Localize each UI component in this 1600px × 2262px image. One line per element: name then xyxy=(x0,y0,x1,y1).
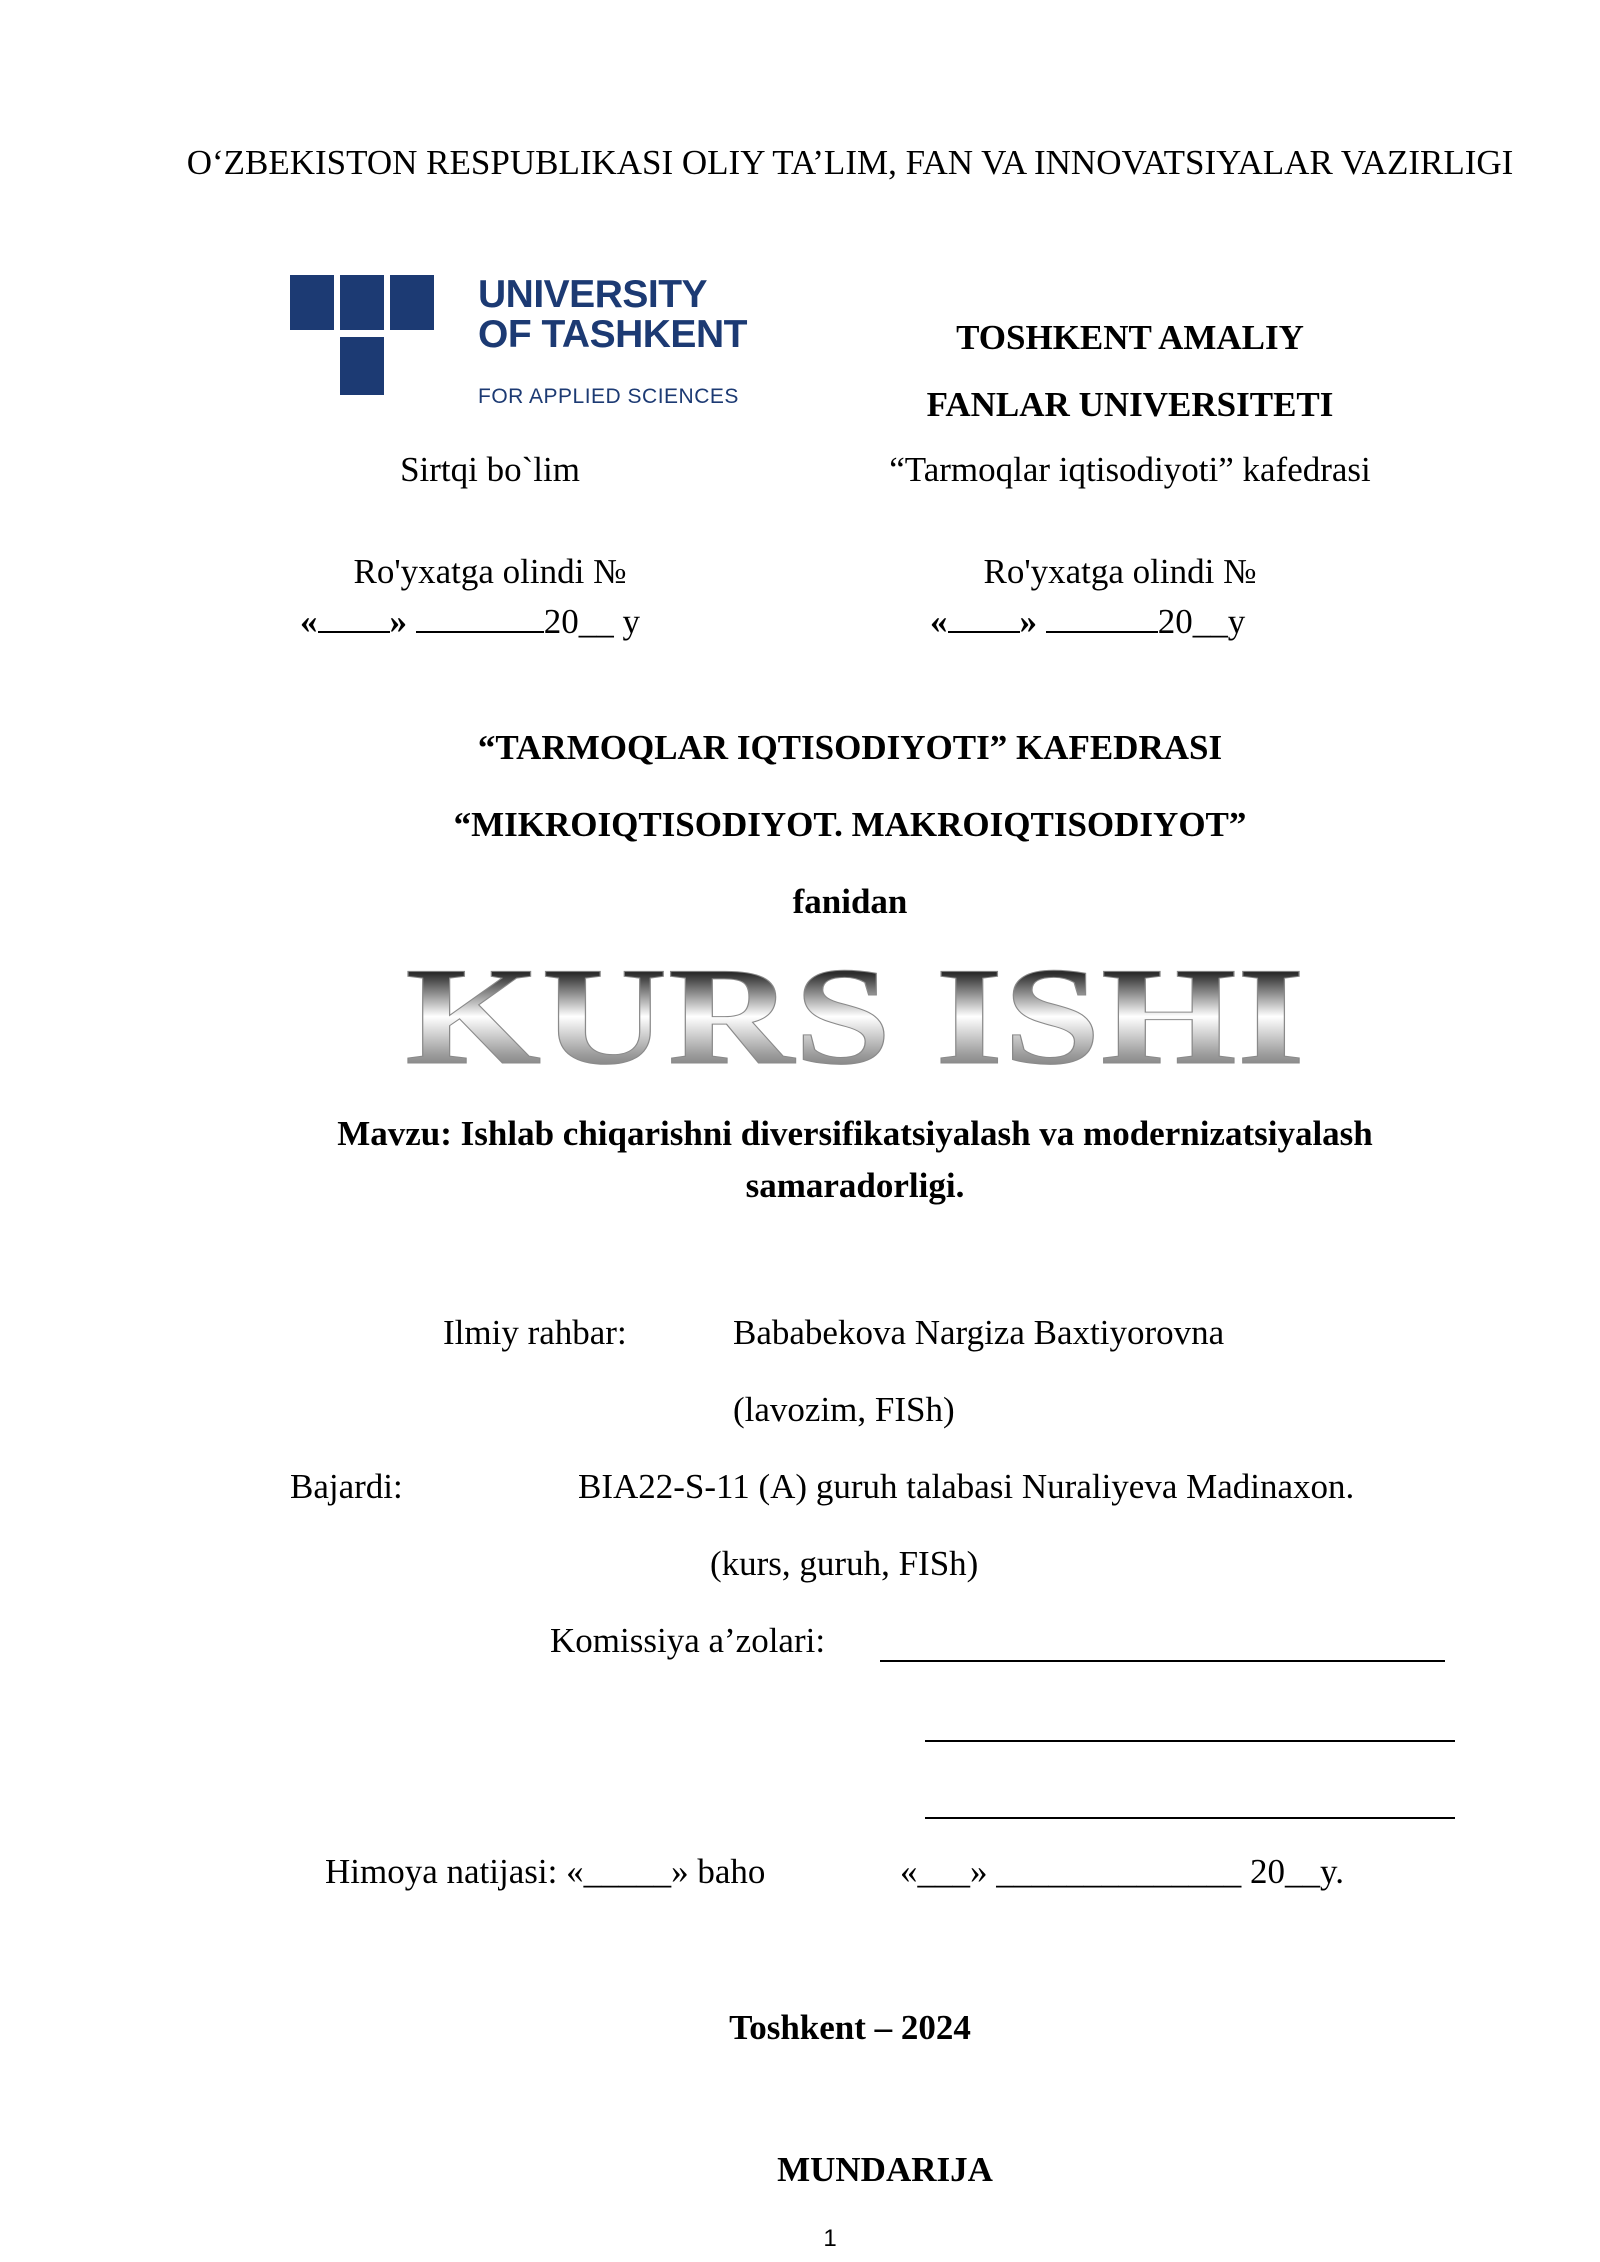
page-number: 1 xyxy=(823,2225,837,2252)
month-blank xyxy=(1046,605,1158,633)
commission-line-1 xyxy=(880,1660,1445,1662)
kafedra-title: “TARMOQLAR IQTISODIYOTI” KAFEDRASI xyxy=(477,728,1223,767)
department-left: Sirtqi bo`lim xyxy=(400,450,580,489)
quote-open: « xyxy=(930,602,948,641)
university-name-line-1: TOSHKENT AMALIY xyxy=(956,318,1304,357)
supervisor-label: Ilmiy rahbar: xyxy=(443,1313,627,1352)
date-blank xyxy=(318,605,390,633)
commission-line-2 xyxy=(925,1740,1455,1742)
logo-square xyxy=(390,275,434,330)
subject-title: “MIKROIQTISODIYOT. MAKROIQTISODIYOT” xyxy=(453,805,1247,844)
quote-close: » xyxy=(389,602,407,641)
registration-label-right: Ro'yxatga olindi № xyxy=(983,552,1257,591)
registration-date-left xyxy=(300,602,700,642)
kurs-ishi-wordart xyxy=(400,948,1310,1073)
supervisor-name: Bababekova Nargiza Baxtiyorovna xyxy=(733,1313,1225,1352)
university-logo xyxy=(290,273,747,410)
department-right: “Tarmoqlar iqtisodiyoti” kafedrasi xyxy=(889,450,1371,489)
registration-date-right xyxy=(930,602,1330,642)
logo-wordmark xyxy=(478,275,747,355)
commission-label: Komissiya a’zolari: xyxy=(550,1621,826,1660)
fanidan-label: fanidan xyxy=(792,882,908,921)
logo-square xyxy=(340,337,384,395)
toc-title: MUNDARIJA xyxy=(777,2150,993,2189)
logo-line-2: OF TASHKENT xyxy=(478,313,747,356)
defense-result: Himoya natijasi: «_____» baho xyxy=(325,1852,766,1891)
ministry-title: O‘ZBEKISTON RESPUBLIKASI OLIY TA’LIM, FAN VA INNOVATSIYALAR VAZIRLIGI xyxy=(186,143,1514,182)
university-name-line-2: FANLAR UNIVERSITETI xyxy=(926,385,1334,424)
commission-line-3 xyxy=(925,1817,1455,1819)
date-year: 20__ y xyxy=(543,602,640,641)
city-year: Toshkent – 2024 xyxy=(729,2008,971,2047)
performer-label: Bajardi: xyxy=(290,1467,403,1506)
performer-hint: (kurs, guruh, FISh) xyxy=(710,1544,979,1583)
performer-value: BIA22-S-11 (A) guruh talabasi Nuraliyeva Madinaxon. xyxy=(578,1467,1355,1506)
registration-label-left: Ro'yxatga olindi № xyxy=(353,552,627,591)
kurs-ishi-text: KURS ISHI xyxy=(405,948,1305,1073)
defense-date: «___» ______________ 20__y. xyxy=(900,1852,1344,1891)
month-blank xyxy=(416,605,544,633)
topic: Mavzu: Ishlab chiqarishni diversifikatsiyalash va modernizatsiyalash samaradorligi. xyxy=(337,1114,1373,1205)
date-blank xyxy=(948,605,1020,633)
date-year: 20__y xyxy=(1157,602,1246,641)
logo-square xyxy=(340,275,384,330)
quote-open: « xyxy=(300,602,318,641)
logo-square xyxy=(290,275,334,330)
supervisor-hint: (lavozim, FISh) xyxy=(733,1390,955,1429)
quote-close: » xyxy=(1019,602,1037,641)
logo-line-1: UNIVERSITY xyxy=(478,273,708,316)
logo-tagline: FOR APPLIED SCIENCES xyxy=(478,385,739,408)
